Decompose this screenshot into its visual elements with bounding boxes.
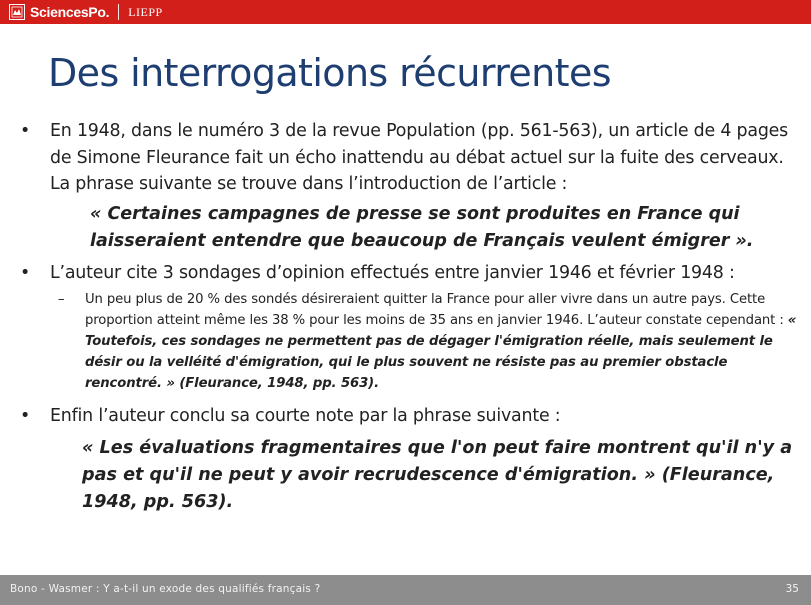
sub-bullet-text: Un peu plus de 20 % des sondés désireraient quitter la France pour aller vivre dans un autre pays. Cette proportion atteint même les 38 % pour les moins de 35 ans en janvier 1946. L’auteur constate cependant : [85, 292, 788, 328]
bullet-text: L’auteur cite 3 sondages d’opinion effectués entre janvier 1946 et février 1948 : [50, 262, 735, 283]
sub-bullet-citation: (Fleurance, 1948, pp. 563). [174, 376, 380, 391]
bullet-dot: • [20, 262, 31, 283]
sub-bullet-item [20, 289, 800, 394]
slide-content [20, 118, 800, 516]
footer-text: Bono - Wasmer : Y a-t-il un exode des qualifiés français ? [10, 583, 321, 595]
brand-name: SciencesPo. [30, 4, 110, 20]
lab-name: LIEPP [128, 4, 163, 19]
quote-line: laisseraient entendre que beaucoup de Français veulent émigrer ». [90, 230, 754, 251]
header-bar [0, 0, 811, 24]
quote-line: « Certaines campagnes de presse se sont produites en France qui [90, 203, 740, 224]
bullet-dot: • [20, 406, 31, 426]
sciencespo-logo-icon [9, 4, 25, 20]
bullet-dot: • [20, 121, 31, 141]
sub-bullet-dash: – [58, 292, 65, 307]
bullet-item [20, 403, 800, 430]
bullet-text: En 1948, dans le numéro 3 de la revue Population (pp. 561-563), un article de 4 pages de Simone Fleurance fait un écho inattendu au débat actuel sur la fuite des cerveaux. La phrase suivante se trouve dans l’introduction de l’article : [50, 121, 789, 194]
closing-quote: « Les évaluations fragmentaires que l'on peut faire montrent qu'il n'y a pas et qu'il ne peut y avoir recrudescence d'émigration. » (Fleurance, 1948, pp. 563). [82, 437, 793, 512]
header-divider [118, 4, 119, 20]
sub-bullet-quote: « Toutefois, ces sondages ne permettent pas de dégager l'émigration réelle, mais seulement le désir ou la velléité d'émigration, qui le plus souvent ne résiste pas au premier obstacle rencontré. » [85, 313, 797, 391]
bullet-item [20, 260, 800, 287]
slide-title: Des interrogations récurrentes [48, 51, 611, 95]
bullet-text: Enfin l’auteur conclu sa courte note par la phrase suivante : [50, 406, 561, 426]
footer-bar [0, 575, 811, 605]
page-number: 35 [785, 583, 799, 595]
bullet-item [20, 118, 800, 198]
quote-block [20, 201, 800, 255]
